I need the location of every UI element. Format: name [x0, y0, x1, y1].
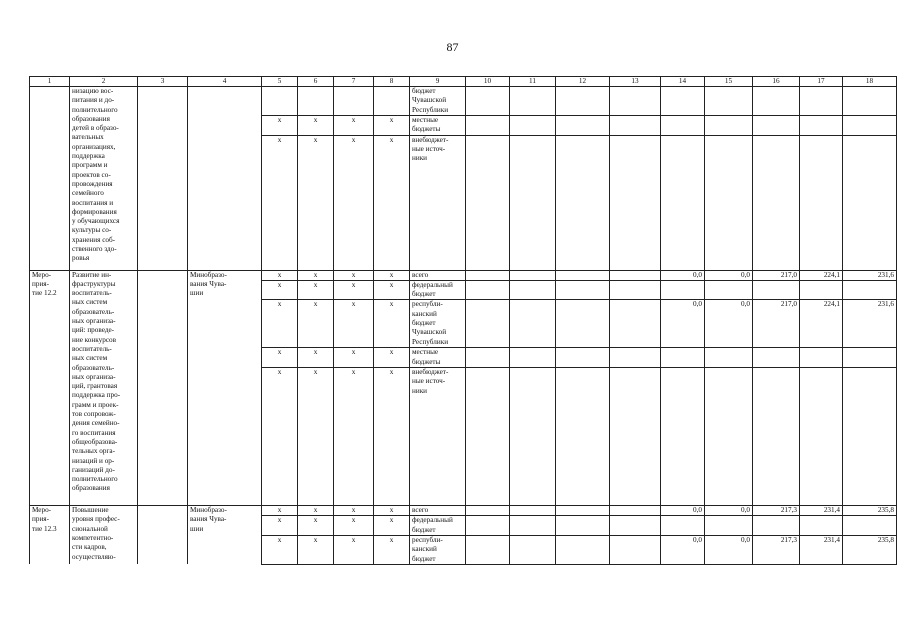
empty-cell	[556, 506, 610, 516]
column-header-15: 15	[705, 77, 753, 87]
code-cell: x	[374, 270, 410, 280]
code-cell: x	[262, 368, 298, 506]
amount-c17	[800, 348, 843, 368]
amount-c17: 231,4	[800, 506, 843, 516]
code-cell	[374, 87, 410, 116]
code-cell: x	[262, 516, 298, 536]
amount-c14: 0,0	[661, 300, 705, 348]
column-header-4: 4	[188, 77, 262, 87]
column-header-8: 8	[374, 77, 410, 87]
empty-cell	[466, 87, 510, 116]
amount-c16	[753, 280, 800, 300]
code-cell: x	[262, 280, 298, 300]
code-cell: x	[298, 270, 334, 280]
code-cell: x	[374, 348, 410, 368]
empty-cell	[138, 87, 188, 271]
amount-c18: 235,8	[843, 535, 897, 564]
empty-cell	[610, 87, 661, 116]
column-header-6: 6	[298, 77, 334, 87]
empty-cell	[610, 516, 661, 536]
amount-c18	[843, 368, 897, 506]
amount-c18	[843, 516, 897, 536]
amount-c16: 217,3	[753, 506, 800, 516]
code-cell: x	[298, 348, 334, 368]
empty-cell	[610, 348, 661, 368]
code-cell: x	[374, 135, 410, 270]
page-number: 87	[446, 40, 459, 54]
code-cell: x	[262, 135, 298, 270]
column-header-16: 16	[753, 77, 800, 87]
amount-c14	[661, 135, 705, 270]
amount-c17	[800, 135, 843, 270]
empty-cell	[510, 87, 556, 116]
amount-c18	[843, 87, 897, 116]
amount-c16	[753, 348, 800, 368]
empty-cell	[510, 135, 556, 270]
empty-cell	[610, 368, 661, 506]
code-cell: x	[334, 368, 374, 506]
column-number-header	[30, 77, 897, 87]
code-cell: x	[374, 506, 410, 516]
empty-cell	[466, 300, 510, 348]
code-cell: x	[334, 535, 374, 564]
column-header-5: 5	[262, 77, 298, 87]
amount-c18: 231,6	[843, 300, 897, 348]
empty-cell	[466, 348, 510, 368]
amount-c14	[661, 516, 705, 536]
empty-cell	[466, 516, 510, 536]
column-header-2: 2	[70, 77, 138, 87]
funding-source: всего	[410, 506, 466, 516]
code-cell: x	[374, 116, 410, 136]
amount-c17: 224,1	[800, 270, 843, 280]
code-cell: x	[334, 300, 374, 348]
amount-c15	[705, 348, 753, 368]
amount-c17: 224,1	[800, 300, 843, 348]
amount-c16	[753, 116, 800, 136]
amount-c15	[705, 87, 753, 116]
amount-c15	[705, 116, 753, 136]
empty-cell	[466, 135, 510, 270]
column-header-1: 1	[30, 77, 70, 87]
table-row	[30, 87, 897, 116]
amount-c16	[753, 368, 800, 506]
empty-cell	[610, 300, 661, 348]
empty-cell	[510, 535, 556, 564]
funding-source: республи- канский бюджет Чувашской Республики	[410, 300, 466, 348]
empty-cell	[466, 270, 510, 280]
code-cell: x	[374, 368, 410, 506]
amount-c15	[705, 516, 753, 536]
amount-c18: 235,8	[843, 506, 897, 516]
empty-cell	[610, 506, 661, 516]
empty-cell	[556, 116, 610, 136]
code-cell: x	[262, 300, 298, 348]
column-header-10: 10	[466, 77, 510, 87]
empty-cell	[510, 516, 556, 536]
code-cell	[334, 87, 374, 116]
code-cell: x	[262, 116, 298, 136]
column-header-3: 3	[138, 77, 188, 87]
code-cell: x	[298, 368, 334, 506]
empty-cell	[138, 506, 188, 565]
amount-c14	[661, 280, 705, 300]
amount-c17	[800, 280, 843, 300]
amount-c14	[661, 116, 705, 136]
empty-cell	[466, 116, 510, 136]
empty-cell	[466, 535, 510, 564]
measure-executor	[188, 87, 262, 271]
empty-cell	[556, 87, 610, 116]
empty-cell	[510, 116, 556, 136]
code-cell: x	[298, 535, 334, 564]
empty-cell	[556, 280, 610, 300]
measure-label: Меро- прия- тие 12.3	[30, 506, 70, 565]
code-cell: x	[374, 300, 410, 348]
amount-c17: 231,4	[800, 535, 843, 564]
code-cell: x	[334, 116, 374, 136]
empty-cell	[510, 300, 556, 348]
code-cell: x	[334, 135, 374, 270]
measure-label	[30, 87, 70, 271]
measure-description: Развитие ин- фраструктуры воспитатель- ных систем образователь- ных организа- ций: проведе- ние конкурсов воспитатель- ных систем образователь- ных организа- ций, грантовая поддержка про- грамм и проек- тов сопровож- дения семейно- го воспитания общеобразова- тельных орга- низаций и ор- ганизаций до- полнительного образования	[70, 270, 138, 505]
funding-source: всего	[410, 270, 466, 280]
amount-c18	[843, 135, 897, 270]
amount-c14	[661, 348, 705, 368]
measure-description: низацию вос- питания и до- полнительного образования детей в образо- вательных организациях, поддержка программ и проектов со- провождения семейного воспитания и формирования у обучающихся культуры со- хранения соб- ственного здо- ровья	[70, 87, 138, 271]
empty-cell	[556, 535, 610, 564]
amount-c18: 231,6	[843, 270, 897, 280]
code-cell: x	[262, 270, 298, 280]
code-cell: x	[374, 535, 410, 564]
amount-c16	[753, 135, 800, 270]
code-cell: x	[298, 280, 334, 300]
amount-c14: 0,0	[661, 535, 705, 564]
column-header-11: 11	[510, 77, 556, 87]
funding-source: внебюджет- ные источ- ники	[410, 135, 466, 270]
empty-cell	[466, 506, 510, 516]
empty-cell	[610, 270, 661, 280]
column-header-9: 9	[410, 77, 466, 87]
code-cell: x	[262, 506, 298, 516]
amount-c17	[800, 368, 843, 506]
column-header-13: 13	[610, 77, 661, 87]
code-cell: x	[298, 516, 334, 536]
code-cell: x	[334, 280, 374, 300]
amount-c17	[800, 116, 843, 136]
code-cell: x	[298, 300, 334, 348]
amount-c17	[800, 516, 843, 536]
amount-c18	[843, 116, 897, 136]
funding-source: внебюджет- ные источ- ники	[410, 368, 466, 506]
amount-c15	[705, 135, 753, 270]
empty-cell	[510, 280, 556, 300]
empty-cell	[138, 270, 188, 505]
amount-c15: 0,0	[705, 506, 753, 516]
empty-cell	[556, 135, 610, 270]
amount-c17	[800, 87, 843, 116]
code-cell: x	[334, 516, 374, 536]
code-cell: x	[334, 506, 374, 516]
code-cell: x	[298, 116, 334, 136]
amount-c15	[705, 368, 753, 506]
empty-cell	[556, 516, 610, 536]
code-cell: x	[262, 348, 298, 368]
code-cell: x	[374, 516, 410, 536]
amount-c14: 0,0	[661, 506, 705, 516]
empty-cell	[610, 280, 661, 300]
amount-c18	[843, 348, 897, 368]
code-cell: x	[298, 506, 334, 516]
empty-cell	[466, 280, 510, 300]
empty-cell	[610, 135, 661, 270]
empty-cell	[610, 535, 661, 564]
empty-cell	[556, 300, 610, 348]
amount-c14	[661, 87, 705, 116]
code-cell: x	[374, 280, 410, 300]
amount-c16: 217,0	[753, 300, 800, 348]
empty-cell	[510, 348, 556, 368]
funding-source: местные бюджеты	[410, 116, 466, 136]
amount-c15: 0,0	[705, 300, 753, 348]
empty-cell	[556, 348, 610, 368]
measure-executor: Минобразо- вания Чува- шии	[188, 506, 262, 565]
column-header-18: 18	[843, 77, 897, 87]
funding-source: бюджет Чувашской Республики	[410, 87, 466, 116]
code-cell	[262, 87, 298, 116]
amount-c14: 0,0	[661, 270, 705, 280]
amount-c15: 0,0	[705, 270, 753, 280]
amount-c15: 0,0	[705, 535, 753, 564]
code-cell	[298, 87, 334, 116]
table-row	[30, 506, 897, 516]
amount-c15	[705, 280, 753, 300]
empty-cell	[510, 368, 556, 506]
table-row	[30, 270, 897, 280]
column-header-17: 17	[800, 77, 843, 87]
measure-executor: Минобразо- вания Чува- шии	[188, 270, 262, 505]
empty-cell	[466, 368, 510, 506]
measure-description: Повышение уровня профес- сиональной компетентно- сти кадров, осуществляю-	[70, 506, 138, 565]
funding-source: республи- канский бюджет	[410, 535, 466, 564]
column-header-12: 12	[556, 77, 610, 87]
funding-source: местные бюджеты	[410, 348, 466, 368]
column-header-7: 7	[334, 77, 374, 87]
code-cell: x	[298, 135, 334, 270]
empty-cell	[510, 270, 556, 280]
funding-source: федеральный бюджет	[410, 516, 466, 536]
empty-cell	[510, 506, 556, 516]
code-cell: x	[334, 270, 374, 280]
funding-source: федеральный бюджет	[410, 280, 466, 300]
amount-c16: 217,0	[753, 270, 800, 280]
amount-c16: 217,3	[753, 535, 800, 564]
code-cell: x	[334, 348, 374, 368]
amount-c16	[753, 516, 800, 536]
amount-c16	[753, 87, 800, 116]
column-header-14: 14	[661, 77, 705, 87]
code-cell: x	[262, 535, 298, 564]
empty-cell	[610, 116, 661, 136]
empty-cell	[556, 270, 610, 280]
empty-cell	[556, 368, 610, 506]
measure-label: Меро- прия- тие 12.2	[30, 270, 70, 505]
program-measures-table	[29, 76, 897, 565]
amount-c14	[661, 368, 705, 506]
amount-c18	[843, 280, 897, 300]
